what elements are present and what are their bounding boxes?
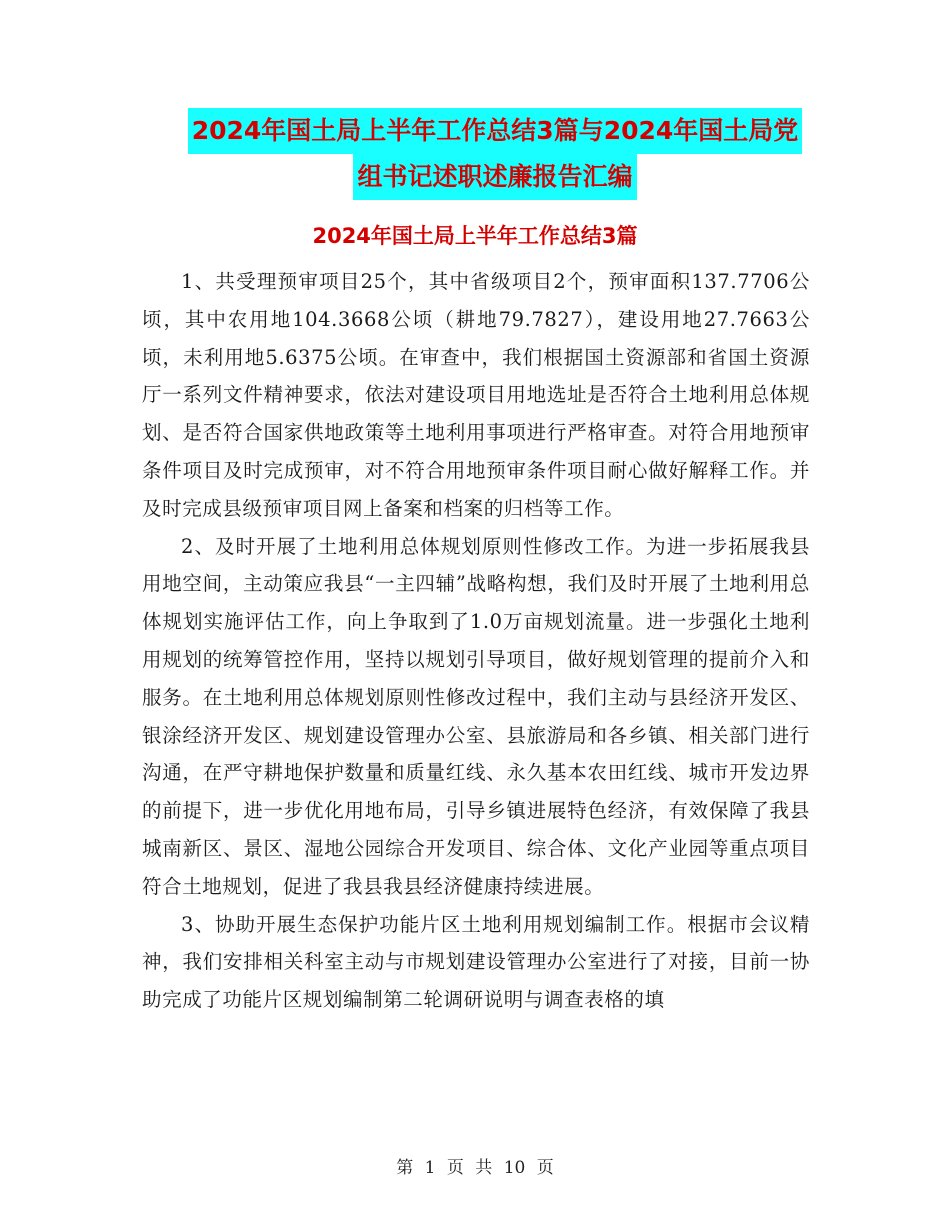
body-text [142, 263, 810, 1019]
section-title: 2024年国土局上半年工作总结3篇 [312, 224, 638, 248]
paragraph-3: 3、协助开展生态保护功能片区土地利用规划编制工作。根据市会议精神，我们安排相关科室主动与市规划建设管理办公室进行了对接，目前一协助完成了功能片区规划编制第二轮调研说明与调查表格的填 [142, 912, 810, 1012]
title-highlight-1: 2024年国土局上半年工作总结3篇与2024年国土局党 [188, 108, 803, 154]
title-highlight-2: 组书记述职述廉报告汇编 [353, 154, 636, 200]
page-footer: 第 1 页 共 10 页 [396, 1158, 554, 1178]
paragraph-1: 1、共受理预审项目25个，其中省级项目2个，预审面积137.7706公顷，其中农用地104.3668公顷（耕地79.7827），建设用地27.7663公顷，未利用地5.6375公顷。在审查中，我们根据国土资源部和省国土资源厅一系列文件精神要求，依法对建设项目用地选址是否符合土地利用总体规划、是否符合国家供地政策等土地利用事项进行严格审查。对符合用地预审条件项目及时完成预审，对不符合用地预审条件项目耐心做好解释工作。并及时完成县级预审项目网上备案和档案的归档等工作。 [142, 270, 810, 520]
document-title-line-1 [135, 108, 855, 154]
document-title-line-2 [135, 154, 855, 200]
paragraph-2: 2、及时开展了土地利用总体规划原则性修改工作。为进一步拓展我县用地空间，主动策应我县“一主四辅”战略构想，我们及时开展了土地利用总体规划实施评估工作，向上争取到了1.0万亩规划流量。进一步强化土地利用规划的统筹管控作用，坚持以规划引导项目，做好规划管理的提前介入和服务。在土地利用总体规划原则性修改过程中，我们主动与县经济开发区、银涂经济开发区、规划建设管理办公室、县旅游局和各乡镇、相关部门进行沟通，在严守耕地保护数量和质量红线、永久基本农田红线、城市开发边界的前提下，进一步优化用地布局，引导乡镇进展特色经济，有效保障了我县城南新区、景区、湿地公园综合开发项目、综合体、文化产业园等重点项目符合土地规划，促进了我县我县经济健康持续进展。 [142, 534, 810, 898]
